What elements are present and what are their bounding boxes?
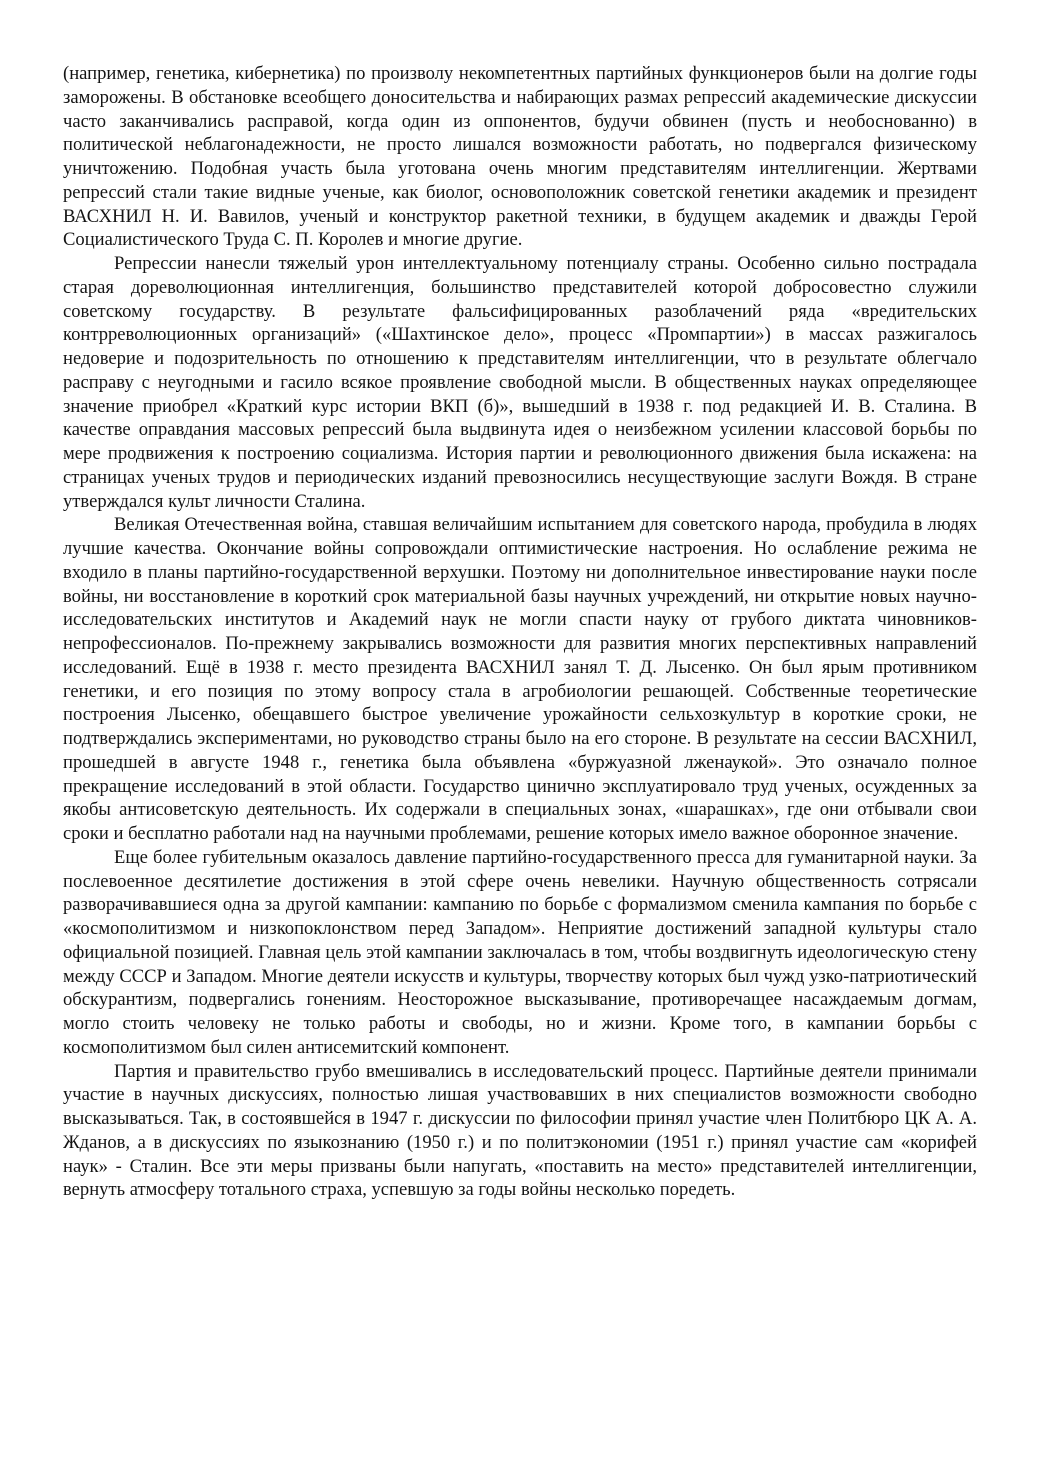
paragraph-1: (например, генетика, кибернетика) по произволу некомпетентных партийных функционеров были на долгие годы заморожены. В обстановке всеобщего доносительства и набирающих размах репрессий академические дискуссии часто заканчивались расправой, когда один из оппонентов, будучи обвинен (пусть и необоснованно) в политической неблагонадежности, не просто лишался возможности работать, но подвергался физическому уничтожению. Подобная участь была уготована очень многим представителям интеллигенции. Жертвами репрессий стали такие видные ученые, как биолог, основоположник советской генетики академик и президент ВАСХНИЛ Н. И. Вавилов, ученый и конструктор ракетной техники, в будущем академик и дважды Герой Социалистического Труда С. П. Королев и многие другие. bbox=[63, 63, 977, 251]
paragraph-5: Партия и правительство грубо вмешивались в исследовательский процесс. Партийные деятели принимали участие в научных дискуссиях, полностью лишая участвовавших в них специалистов возможности свободно высказываться. Так, в состоявшейся в 1947 г. дискуссии по философии принял участие член Политбюро ЦК А. А. Жданов, а в дискуссиях по языкознанию (1950 г.) и по политэкономии (1951 г.) принял участие сам «корифей наук» - Сталин. Все эти меры призваны были напугать, «поставить на место» представителей интеллигенции, вернуть атмосферу тотального страха, успевшую за годы войны несколько поредеть. bbox=[63, 1060, 977, 1201]
paragraph-4: Еще более губительным оказалось давление партийно-государственного пресса для гуманитарной науки. За послевоенное десятилетие достижения в этой сфере очень невелики. Научную общественность сотрясали разворачивавшиеся одна за другой кампании: кампанию по борьбе с формализмом сменила кампания по борьбе с «космополитизмом и низкопоклонством перед Западом». Неприятие достижений западной культуры стало официальной позицией. Главная цель этой кампании заключалась в том, чтобы воздвигнуть идеологическую стену между СССР и Западом. Многие деятели искусств и культуры, творчеству которых был чужд узко-патриотический обскурантизм, подвергались гонениям. Неосторожное высказывание, противоречащее насаждаемым догмам, могло стоить человеку не только работы и свободы, но и жизни. Кроме того, в кампании борьбы с космополитизмом был силен антисемитский компонент. bbox=[63, 846, 977, 1058]
paragraph-3: Великая Отечественная война, ставшая величайшим испытанием для советского народа, пробудила в людях лучшие качества. Окончание войны сопровождали оптимистические настроения. Но ослабление режима не входило в планы партийно-государственной верхушки. Поэтому ни дополнительное инвестирование науки после войны, ни восстановление в короткий срок материальной базы научных учреждений, ни открытие новых научно-исследовательских институтов и Академий наук не могли спасти науку от грубого диктата чиновников-непрофессионалов. По-прежнему закрывались возможности для развития многих перспективных направлений исследований. Ещё в 1938 г. место президента ВАСХНИЛ занял Т. Д. Лысенко. Он был ярым противником генетики, и его позиция по этому вопросу стала в агробиологии решающей. Собственные теоретические построения Лысенко, обещавшего быстрое увеличение урожайности сельхозкультур в короткие сроки, не подтверждались экспериментами, но руководство страны было на его стороне. В результате на сессии ВАСХНИЛ, прошедшей в августе 1948 г., генетика была объявлена «буржуазной лженаукой». Это означало полное прекращение исследований в этой области. Государство цинично эксплуатировало труд ученых, осужденных за якобы антисоветскую деятельность. Их содержали в специальных зонах, «шарашках», где они отбывали свои сроки и бесплатно работали над на научными проблемами, решение которых имело важное оборонное значение. bbox=[63, 514, 977, 844]
paragraph-2: Репрессии нанесли тяжелый урон интеллектуальному потенциалу страны. Особенно сильно пострадала старая дореволюционная интеллигенция, большинство представителей которой добросовестно служили советскому государству. В результате фальсифицированных разоблачений ряда «вредительских контрреволюционных организаций» («Шахтинское дело», процесс «Промпартии») в массах разжигалось недоверие и подозрительность по отношению к представителям интеллигенции, что в результате облегчало расправу с неугодными и гасило всякое проявление свободной мысли. В общественных науках определяющее значение приобрел «Краткий курс истории ВКП (б)», вышедший в 1938 г. под редакцией И. В. Сталина. В качестве оправдания массовых репрессий была выдвинута идея о неизбежном усилении классовой борьбы по мере продвижения к построению социализма. История партии и революционного движения была искажена: на страницах ученых трудов и периодических изданий превозносились несуществующие заслуги Вождя. В стране утверждался культ личности Сталина. bbox=[63, 253, 977, 512]
